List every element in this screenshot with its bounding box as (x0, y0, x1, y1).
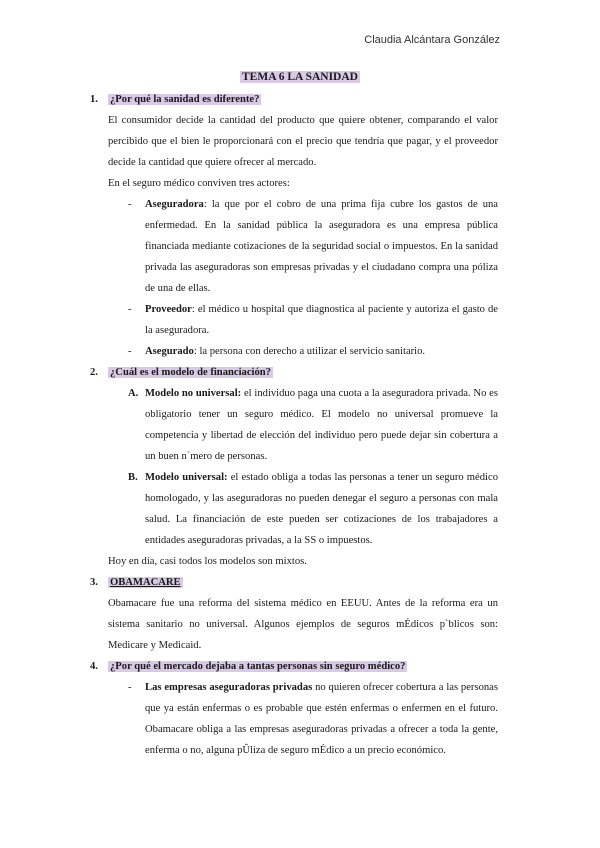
heading-text: ¿Por qué la sanidad es diferente? (110, 94, 260, 105)
definition: el estado obliga a todas las personas a tener un seguro médico homologado, y las aseguradoras no pueden denegar el seguro a personas con mala salud. La financiación de este pueden ser cotizaciones de los trabajadores a entidades aseguradoras privadas, a la SS o impuestos. (145, 472, 498, 546)
term: Proveedor (145, 304, 192, 315)
list-item (128, 299, 498, 341)
list-item (128, 467, 498, 551)
list-item (128, 677, 498, 761)
heading-text: OBAMACARE (110, 577, 181, 588)
document-body (90, 89, 498, 761)
bullet-dash: - (128, 199, 132, 210)
bullet-dash: - (128, 346, 132, 357)
term: Las empresas aseguradoras privadas (145, 682, 313, 693)
section-2-heading (90, 362, 498, 383)
section-1-heading (90, 89, 498, 110)
term: Aseguradora (145, 199, 204, 210)
list-item (128, 383, 498, 467)
definition: el individuo paga una cuota a la aseguradora privada. No es obligatorio tener un seguro médico. El modelo no universal promueve la competencia y libertad de elección del individuo pero puede dejar sin cobertura a un buen n`mero de personas. (145, 388, 498, 462)
heading-text: ¿Cuál es el modelo de financiación? (110, 367, 271, 378)
list-item (128, 194, 498, 299)
list-item (128, 341, 498, 362)
author-name: Claudia Alcántara González (364, 34, 500, 46)
paragraph: Hoy en día, casi todos los modelos son mixtos. (108, 556, 307, 567)
paragraph: El consumidor decide la cantidad del producto que quiere obtener, comparando el valor percibido que el bien le proporcionará con el precio que tendría que pagar, y el proveedor decide la cantidad que quiere ofrecer al mercado. (108, 115, 498, 168)
section-number: 3. (90, 577, 98, 588)
section-number: 4. (90, 661, 98, 672)
section-3-heading (90, 572, 498, 593)
definition: no quieren ofrecer cobertura a las personas que ya están enfermas o es probable que estén enfermas o enfermen en el futuro. Obamacare obliga a las empresas aseguradoras privadas a ofrecer a toda la gente, enferma o no, alguna pÛliza de seguro mÉdico a un precio económico. (145, 682, 499, 756)
definition: : la que por el cobro de una prima fija cubre los gastos de una enfermedad. En la sanidad pública la aseguradora es una empresa pública financiada mediante cotizaciones de la seguridad social o impuestos. En la sanidad privada las aseguradoras son empresas privadas y el ciudadano compra una póliza de una de ellas. (145, 199, 498, 294)
list-marker: B. (128, 472, 138, 483)
term: Modelo no universal: (145, 388, 242, 399)
heading-text: ¿Por qué el mercado dejaba a tantas personas sin seguro médico? (110, 661, 406, 672)
bullet-dash: - (128, 682, 132, 693)
definition: : la persona con derecho a utilizar el servicio sanitario. (193, 346, 426, 357)
paragraph: Obamacare fue una reforma del sistema médico en EEUU. Antes de la reforma era un sistema sanitario no universal. Algunos ejemplos de seguros mÉdicos p`blicos son: Medicare y Medicaid. (108, 598, 498, 651)
title-text: TEMA 6 LA SANIDAD (242, 71, 358, 83)
term: Modelo universal: (145, 472, 228, 483)
section-number: 1. (90, 94, 98, 105)
document-title (0, 71, 600, 83)
list-marker: A. (128, 388, 139, 399)
bullet-dash: - (128, 304, 132, 315)
definition: : el médico u hospital que diagnostica al paciente y autoriza el gasto de la aseguradora. (145, 304, 498, 336)
section-4-heading (90, 656, 498, 677)
section-number: 2. (90, 367, 98, 378)
paragraph: En el seguro médico conviven tres actores: (108, 178, 290, 189)
term: Asegurado (145, 346, 194, 357)
